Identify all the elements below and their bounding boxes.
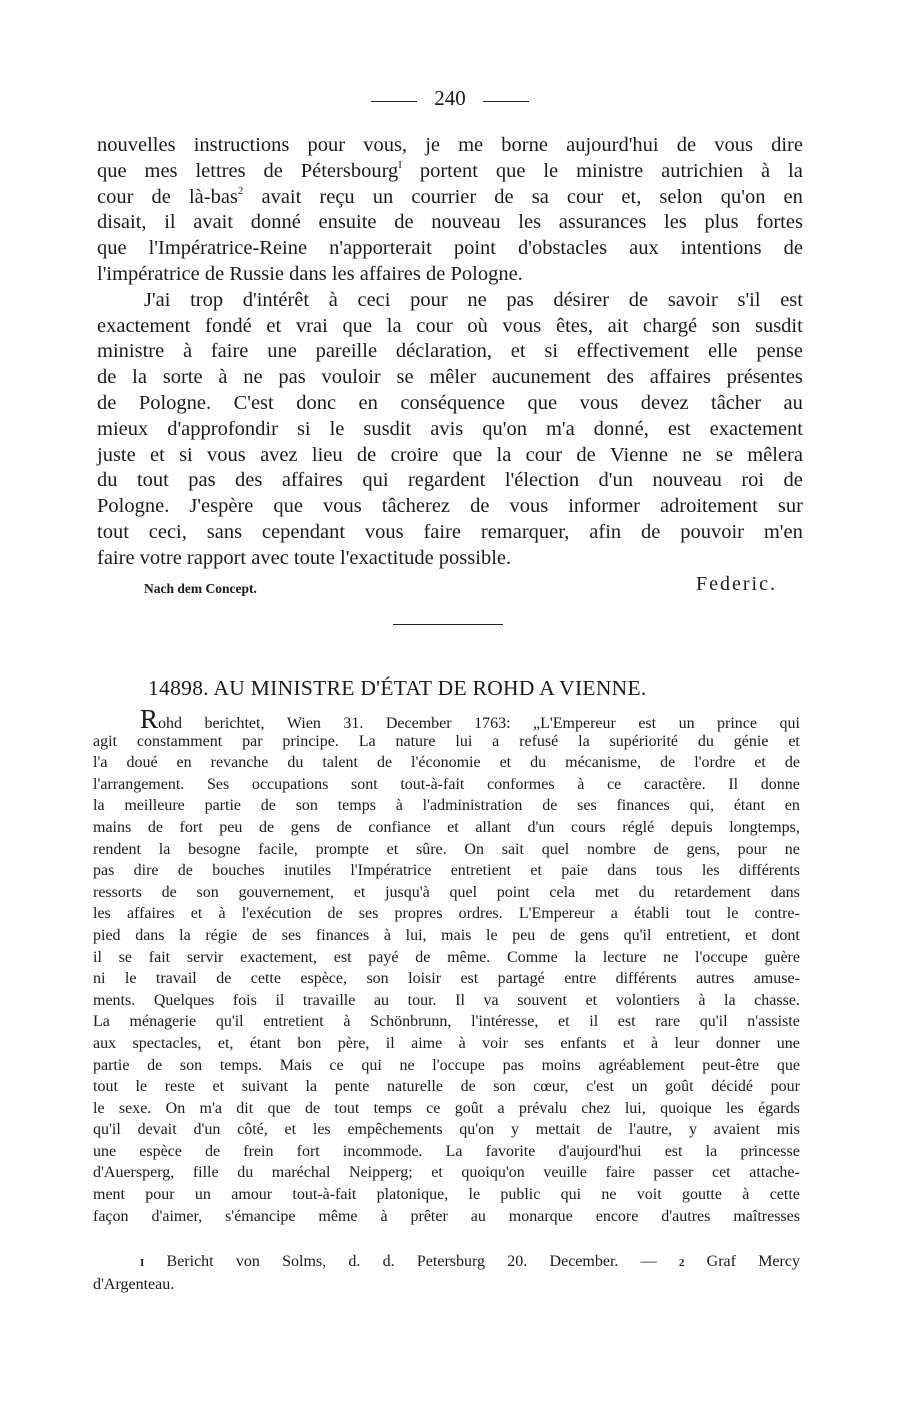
letter-line: juste et si vous avez lieu de croire que la cour de Vienne ne se mêlera [97,443,803,466]
report-line: pied dans la régie de ses finances à lui, mais le peu de gens qu'il entretient, et dont [93,926,800,944]
letter-line: tout ceci, sans cependant vous faire remarquer, afin de pouvoir m'en [97,520,803,543]
report-line: ments. Quelques fois il travaille au tour. Il va souvent et volontiers à la chasse. [93,991,800,1009]
report-line: façon d'aimer, s'émancipe même à prêter au monarque encore d'autres maîtresses [93,1207,800,1225]
letter-line: de Pologne. C'est donc en conséquence que vous devez tâcher au [97,391,803,414]
report-line: ment pour un amour tout-à-fait platonique, le public qui ne voit goutte à cette [93,1186,800,1204]
closing-line [97,573,803,603]
report-line: le sexe. On m'a dit que de tout temps ce goût a prévalu chez lui, quoique les égards [93,1099,800,1117]
report-line: aux spectacles, et, étant bon père, il aime à voir ses enfants et à leur donner une [93,1034,800,1052]
footnotes [93,1250,800,1296]
header-rule-left [371,101,417,102]
letter-line: disait, il avait donné ensuite de nouveau les assurances les plus fortes [97,211,803,234]
section-divider [393,624,503,625]
letter-line: ministre à faire une pareille déclaration, et si effectivement elle pense [97,340,803,363]
report-line: Rohd berichtet, Wien 31. December 1763: „L'Empereur est un prince qui [140,704,800,734]
letter-line: nouvelles instructions pour vous, je me borne aujourd'hui de vous dire [97,134,803,156]
report-line: d'Auersperg, fille du maréchal Neipperg; et quoiqu'on veuille faire passer cet attache- [93,1164,800,1182]
report-line: une espèce de frein fort incommode. La favorite d'aujourd'hui est la princesse [93,1142,800,1160]
signature: Federic. [696,573,777,595]
footnote-line: d'Argenteau. [93,1276,175,1293]
letter-line: exactement fondé et vrai que la cour où vous êtes, ait chargé son susdit [97,314,803,337]
report-line: il se fait servir exactement, est payé de même. Comme la lecture ne l'occupe guère [93,948,800,966]
letter-line: du tout pas des affaires qui regardent l'élection d'un nouveau roi de [97,469,803,492]
page-header [0,86,900,116]
report-line: La ménagerie qu'il entretient à Schönbrunn, l'intéresse, et il est rare qu'il n'assiste [93,1013,800,1031]
report-line: ni le travail de cette espèce, son loisir est partagé entre différents autres amuse- [93,970,800,988]
report-line: rendent la besogne facile, prompte et sûre. On sait quel nombre de gens, pour ne [93,840,800,858]
letter-line: J'ai trop d'intérêt à ceci pour ne pas désirer de savoir s'il est [144,288,803,311]
report-line: pas dire de bouches inutiles l'Impératrice entretient et paie dans tous les différents [93,862,800,880]
report-line: qu'il devait d'un côté, et les empêchements qu'on y mettait de l'autre, y avaient mis [93,1121,800,1139]
letter-line: l'impératrice de Russie dans les affaires de Pologne. [97,262,523,285]
report-line: partie de son temps. Mais ce qui ne l'occupe pas moins agréablement peut-être que [93,1056,800,1074]
source-note: Nach dem Concept. [144,581,257,596]
report-line: l'a doué en revanche du talent de l'économie et du mécanisme, de l'ordre et de [93,754,800,772]
letter-line: Pologne. J'espère que vous tâcherez de vous informer adroitement sur [97,495,803,518]
header-rule-right [483,101,529,102]
letter-line: que l'Impératrice-Reine n'apporterait point d'obstacles aux intentions de [97,237,803,260]
letter-body [97,133,803,572]
report-line: mains de fort peu de gens de confiance et allant d'un cours réglé depuis longtemps, [93,818,800,836]
page-number: 240 [434,86,466,110]
report-line: tout le reste et suivant la pente naturelle de son cœur, c'est un goût décidé pour [93,1078,800,1096]
letter-line: mieux d'approfondir si le susdit avis qu'on m'a donné, est exactement [97,417,803,440]
report-line: les affaires et à l'exécution de ses propres ordres. L'Empereur a établi tout le contre- [93,905,800,923]
letter-line: de la sorte à ne pas vouloir se mêler aucunement des affaires présentes [97,366,803,389]
footnote-line: I Bericht von Solms, d. d. Petersburg 20. December. — 2 Graf Mercy [140,1253,800,1270]
report-line: la meilleure partie de son temps à l'administration de ses finances qui, étant en [93,797,800,815]
letter-line: cour de là-bas$^2$ avait reçu un courrier de sa cour et, selon qu'on en [97,184,803,208]
letter-line: que mes lettres de Pétersbourg$^I$ portent que le ministre autrichien à la [97,158,803,182]
document-heading: 14898. AU MINISTRE D'ÉTAT DE ROHD A VIENNE. [148,676,647,700]
report-line: agit constamment par principe. La nature lui a refusé la supériorité du génie et [93,732,800,750]
report-body [93,704,800,1227]
letter-line: faire votre rapport avec toute l'exactitude possible. [97,546,512,569]
report-line: ressorts de son gouvernement, et jusqu'à quel point cela met du retardement dans [93,883,800,901]
report-line: l'arrangement. Ses occupations sont tout-à-fait conformes à ce caractère. Il donne [93,775,800,793]
